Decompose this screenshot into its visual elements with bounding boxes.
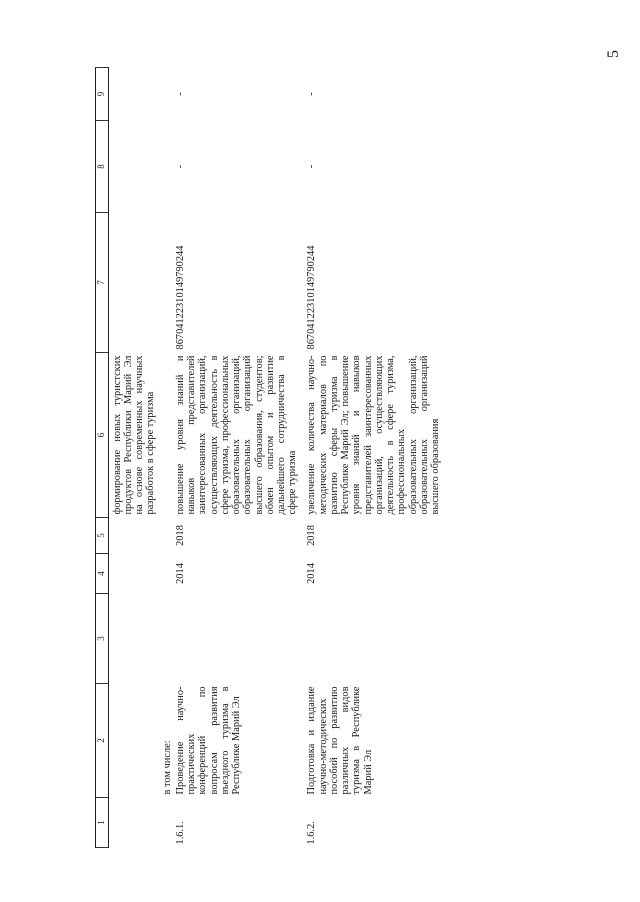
activity-name: Подготовка и издание научно-методических пособий по развитию различных видов туризма в Республике Марий Эл xyxy=(306,686,374,795)
column-number: 1 xyxy=(96,798,109,848)
group-label-row xyxy=(158,68,174,848)
page-number: 5 xyxy=(605,50,622,58)
rotated-document-page xyxy=(95,68,615,848)
program-activities-table xyxy=(95,67,442,848)
activity-name: Проведение научно-практических конференций по вопросам развития въездного туризма в Республике Марий Эл xyxy=(174,686,243,795)
budget-code: 86704122310149790244 xyxy=(306,245,318,350)
column-number: 9 xyxy=(96,68,109,121)
column-number: 3 xyxy=(96,594,109,684)
column-9-value: - xyxy=(174,92,186,96)
end-year: 2018 xyxy=(174,525,186,546)
column-number: 4 xyxy=(96,554,109,594)
executor-cell xyxy=(305,594,442,684)
column-number: 8 xyxy=(96,121,109,213)
expected-result: повышение уровня знаний и навыков представителей заинтересованных организаций, осуществляющих деятельность в сфере туризма, профессиональных образовательных организаций, образовательных организаций высшего образования, студентов; обмен опытом и развитие дальнейшего сотрудничества в сфере туризма xyxy=(174,355,299,515)
column-9-value: - xyxy=(306,92,318,96)
column-number-header xyxy=(96,68,109,848)
column-number: 7 xyxy=(96,213,109,353)
budget-code: 86704122310149790244 xyxy=(174,245,186,350)
column-8-value: - xyxy=(306,164,318,169)
column-number: 6 xyxy=(96,353,109,518)
result-cell: формирование новых туристских продуктов Республики Марий Эл на основе современных научных разработок в сфере туризма xyxy=(111,355,157,515)
row-number: 1.6.2. xyxy=(306,821,318,845)
executor-cell xyxy=(174,594,300,684)
expected-result: увеличение количества научно-методических материалов по развитию сферы туризма в Республике Марий Эл; повышение уровня знаний и навыков представителей заинтересованных организаций, осуществляющих деятельность в сфере туризма, профессиональных образовательных организаций, образовательных организаций высшего образования xyxy=(306,355,442,515)
start-year: 2014 xyxy=(306,563,318,584)
end-year: 2018 xyxy=(306,525,318,546)
table-row xyxy=(305,68,442,848)
column-number: 2 xyxy=(96,684,109,798)
group-label: в том числе: xyxy=(161,740,173,795)
continued-row xyxy=(108,68,157,848)
column-number: 5 xyxy=(96,518,109,554)
table-row xyxy=(174,68,300,848)
start-year: 2014 xyxy=(174,563,186,584)
row-number: 1.6.1. xyxy=(174,821,186,845)
column-8-value: - xyxy=(174,164,186,169)
